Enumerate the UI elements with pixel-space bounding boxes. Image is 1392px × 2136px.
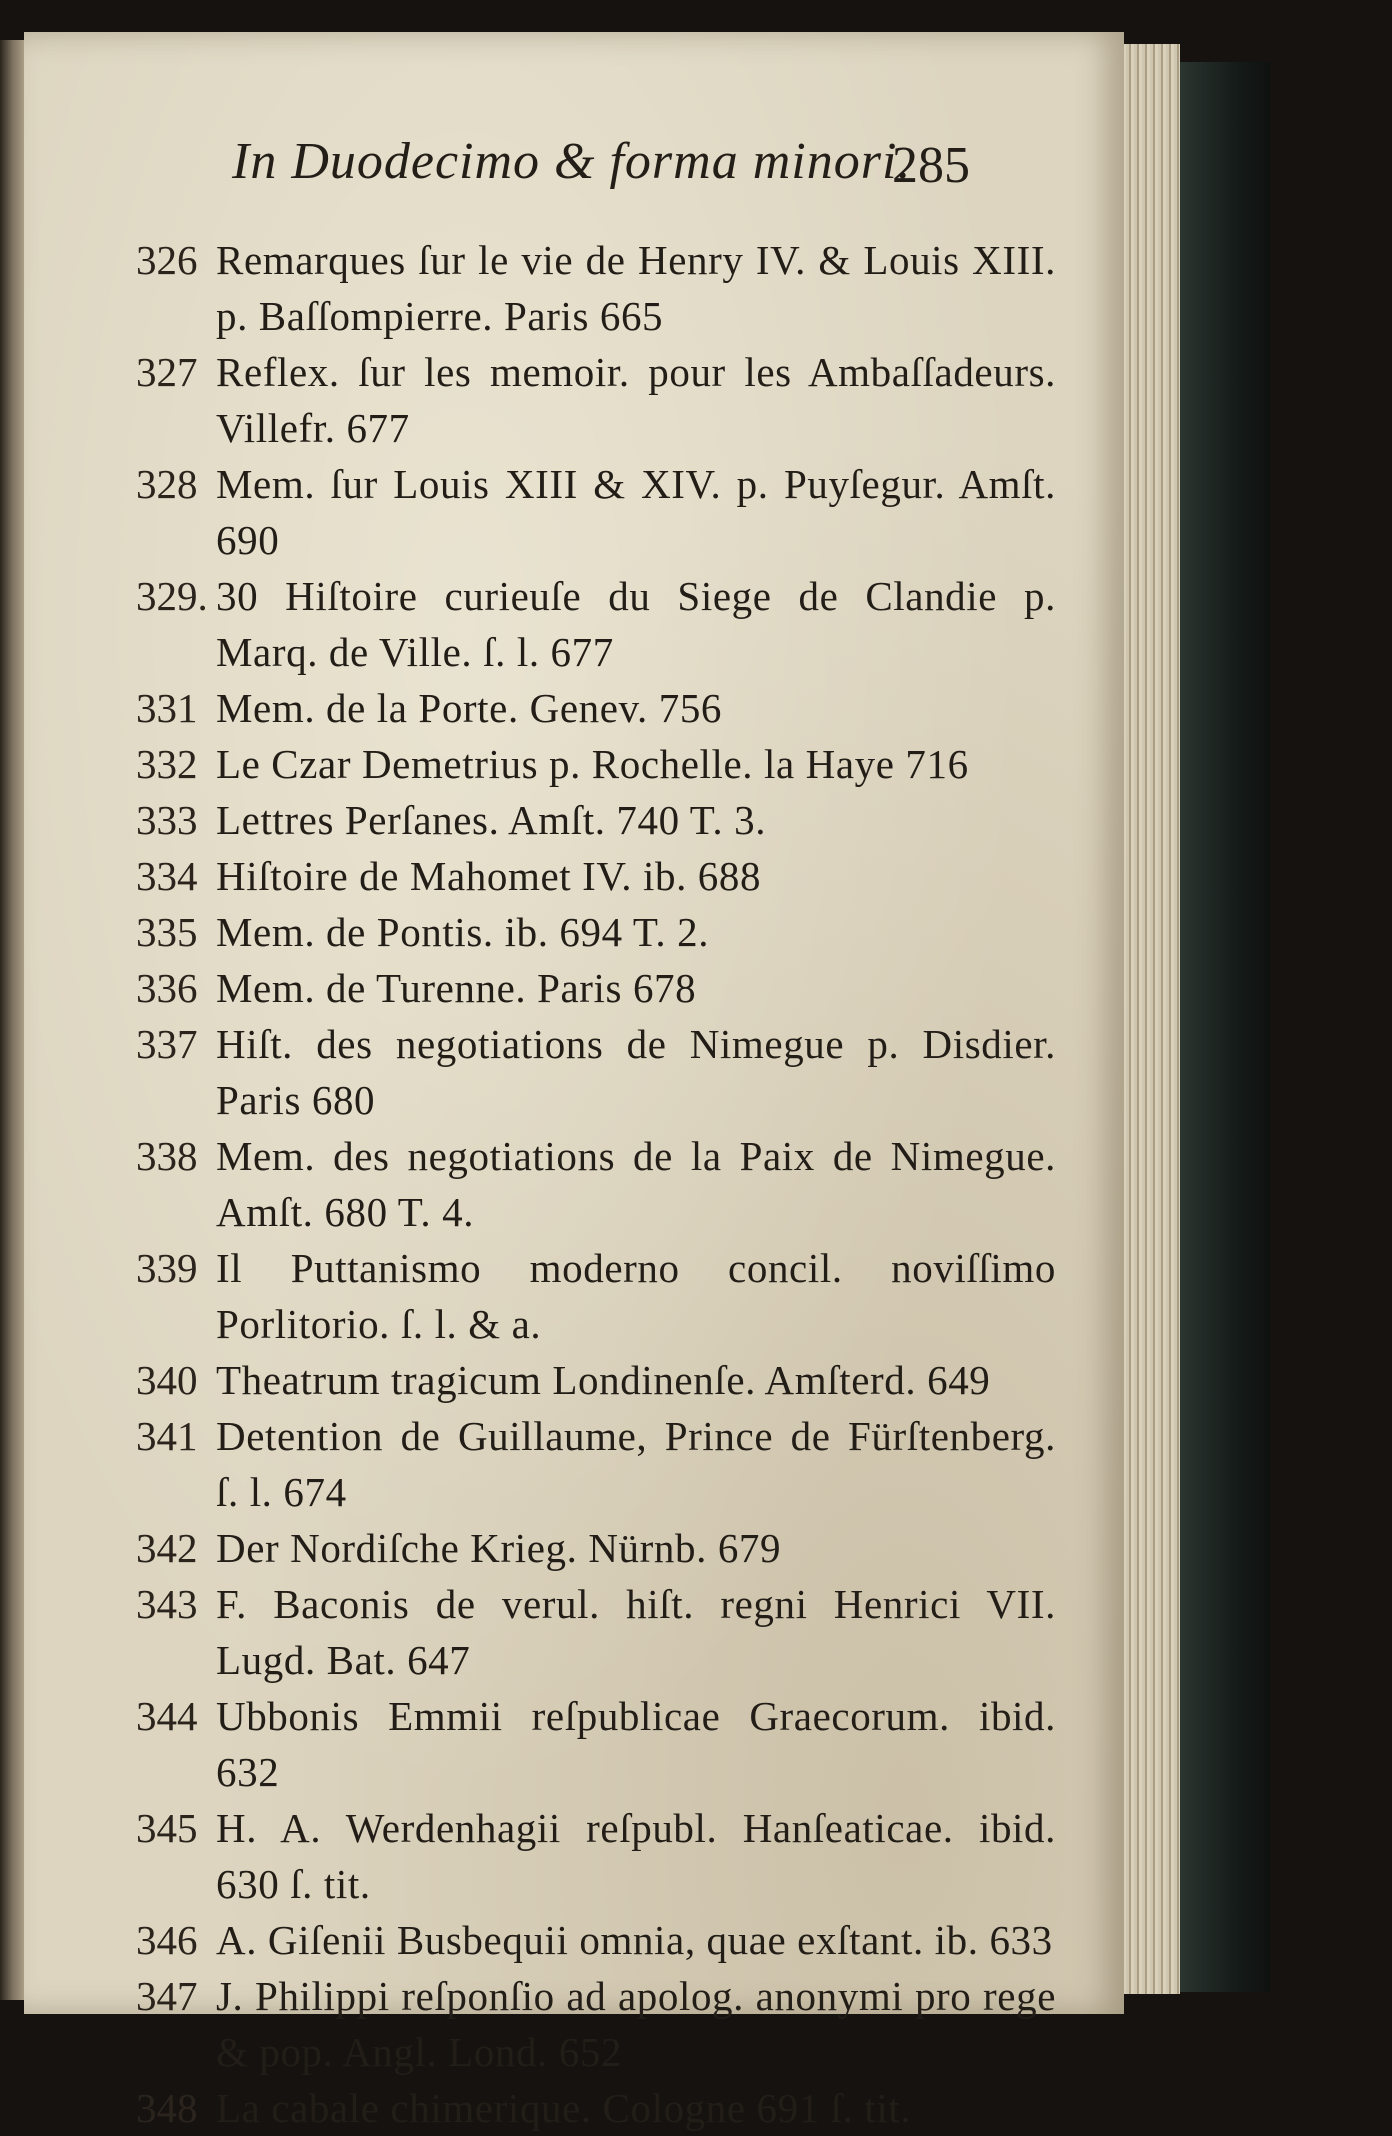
- entry-number: 326: [136, 237, 198, 283]
- entry-text: Detention de Guillaume, Prince de Fürſtenberg. ſ. l. 674: [216, 1413, 1056, 1515]
- entry-number: 337: [136, 1021, 198, 1067]
- entry-number: 333: [136, 797, 198, 843]
- entry-text: Lettres Perſanes. Amſt. 740 T. 3.: [216, 797, 767, 843]
- entry-number: 339: [136, 1245, 198, 1291]
- entry-text: Der Nordiſche Krieg. Nürnb. 679: [216, 1525, 782, 1571]
- catalogue-entries: [24, 232, 1124, 2136]
- entry-number: 340: [136, 1357, 198, 1403]
- entry-text: Mem. de Turenne. Paris 678: [216, 965, 697, 1011]
- running-head: [24, 120, 1124, 200]
- entry-number: 342: [136, 1525, 198, 1571]
- catalogue-entry: [24, 1408, 1124, 1520]
- catalogue-entry: [24, 1576, 1124, 1688]
- entry-text: F. Baconis de verul. hiſt. regni Henrici VII. Lugd. Bat. 647: [216, 1581, 1056, 1683]
- entry-text: Remarques ſur le vie de Henry IV. & Louis XIII. p. Baſſompierre. Paris 665: [216, 237, 1056, 339]
- entry-text: 30 Hiſtoire curieuſe du Siege de Clandie p. Marq. de Ville. ſ. l. 677: [216, 573, 1056, 675]
- entry-text: Le Czar Demetrius p. Rochelle. la Haye 716: [216, 741, 969, 787]
- catalogue-entry: [24, 1352, 1124, 1408]
- entry-number: 328: [136, 461, 198, 507]
- catalogue-entry: [24, 1688, 1124, 1800]
- catalogue-entry: [24, 1520, 1124, 1576]
- entry-number: 338: [136, 1133, 198, 1179]
- entry-text: Mem. de Pontis. ib. 694 T. 2.: [216, 909, 710, 955]
- entry-text: Mem. des negotiations de la Paix de Nimegue. Amſt. 680 T. 4.: [216, 1133, 1056, 1235]
- entry-number: 334: [136, 853, 198, 899]
- catalogue-entry: [24, 568, 1124, 680]
- entry-number: 336: [136, 965, 198, 1011]
- entry-number: 341: [136, 1413, 198, 1459]
- entry-text: Hiſtoire de Mahomet IV. ib. 688: [216, 853, 762, 899]
- entry-text: La cabale chimerique. Cologne 691 ſ. tit.: [216, 2085, 912, 2131]
- entry-number: 327: [136, 349, 198, 395]
- entry-text: A. Giſenii Busbequii omnia, quae exſtant. ib. 633: [216, 1917, 1053, 1963]
- entry-text: Il Puttanismo moderno concil. noviſſimo Porlitorio. ſ. l. & a.: [216, 1245, 1056, 1347]
- catalogue-entry: [24, 456, 1124, 568]
- entry-number: 348: [136, 2085, 198, 2131]
- catalogue-entry: [24, 1912, 1124, 1968]
- catalogue-entry: [24, 960, 1124, 1016]
- catalogue-entry: [24, 792, 1124, 848]
- catalogue-entry: [24, 680, 1124, 736]
- catalogue-entry: [24, 344, 1124, 456]
- running-title: In Duodecimo & forma minori.: [232, 133, 912, 190]
- entry-number: 344: [136, 1693, 198, 1739]
- catalogue-entry: [24, 904, 1124, 960]
- entry-number: 343: [136, 1581, 198, 1627]
- catalogue-entry: [24, 1128, 1124, 1240]
- entry-text: J. Philippi reſponſio ad apolog. anonymi pro rege & pop. Angl. Lond. 652: [216, 1973, 1056, 2075]
- catalogue-entry: [24, 1240, 1124, 1352]
- entry-number: 331: [136, 685, 198, 731]
- entry-number: 346: [136, 1917, 198, 1963]
- catalogue-entry: [24, 232, 1124, 344]
- page-number: 285: [892, 137, 970, 194]
- entry-text: Ubbonis Emmii reſpublicae Graecorum. ibid. 632: [216, 1693, 1056, 1795]
- entry-number: 329.: [136, 573, 208, 619]
- page-fore-edge: [1118, 44, 1180, 1994]
- catalogue-entry: [24, 848, 1124, 904]
- entry-text: Theatrum tragicum Londinenſe. Amſterd. 649: [216, 1357, 991, 1403]
- catalogue-entry: [24, 1016, 1124, 1128]
- entry-text: Mem. de la Porte. Genev. 756: [216, 685, 723, 731]
- entry-number: 345: [136, 1805, 198, 1851]
- book-cover-edge: [1180, 62, 1270, 1992]
- entry-text: Reflex. ſur les memoir. pour les Ambaſſadeurs. Villefr. 677: [216, 349, 1056, 451]
- entry-text: H. A. Werdenhagii reſpubl. Hanſeaticae. ibid. 630 ſ. tit.: [216, 1805, 1056, 1907]
- book-page: [24, 32, 1124, 2131]
- entry-number: 347: [136, 1973, 198, 2019]
- entry-number: 335: [136, 909, 198, 955]
- catalogue-entry: [24, 1968, 1124, 2080]
- catalogue-entry: [24, 1800, 1124, 1912]
- catalogue-entry: [24, 2080, 1124, 2136]
- catalogue-entry: [24, 736, 1124, 792]
- entry-number: 332: [136, 741, 198, 787]
- entry-text: Hiſt. des negotiations de Nimegue p. Disdier. Paris 680: [216, 1021, 1056, 1123]
- entry-text: Mem. ſur Louis XIII & XIV. p. Puyſegur. Amſt. 690: [216, 461, 1056, 563]
